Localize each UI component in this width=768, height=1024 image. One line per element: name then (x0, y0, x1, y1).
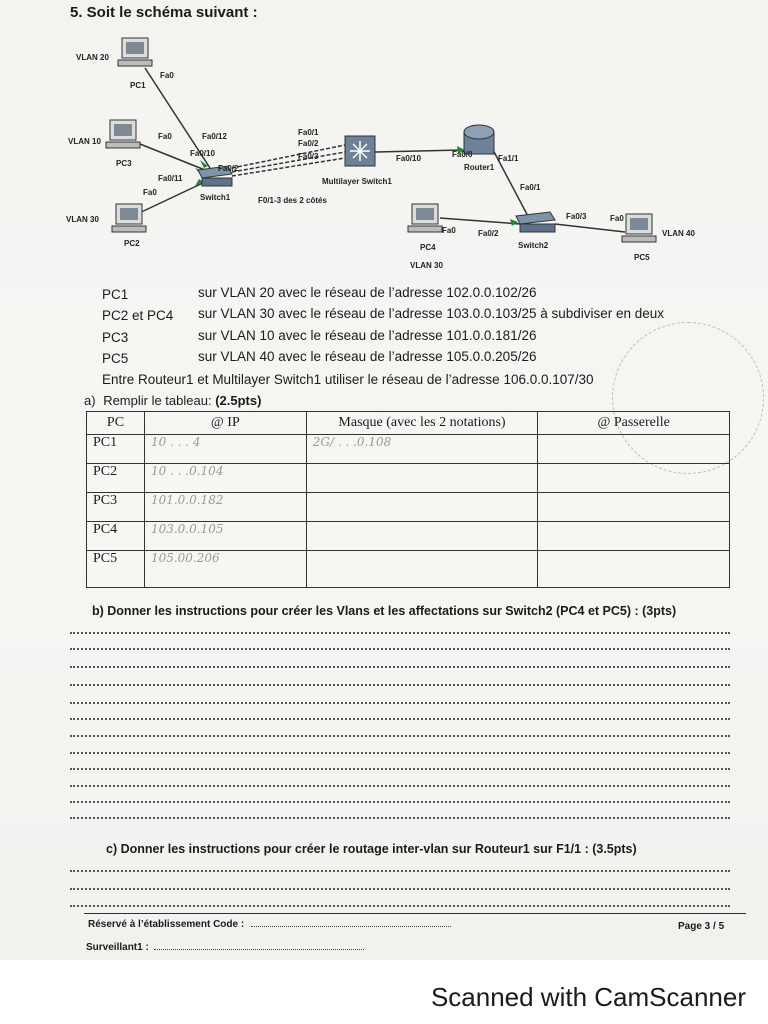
cell-mask-handwritten[interactable]: 2G/ . . .0.108 (306, 435, 538, 464)
answer-table (86, 411, 730, 588)
part-a-label: a) (84, 393, 96, 408)
cell-ip-handwritten[interactable]: 10 . . . 4 (144, 435, 306, 464)
table-row (87, 493, 730, 522)
network-diagram (0, 0, 768, 280)
part-b: b) Donner les instructions pour créer les Vlans et les affectations sur Switch2 (PC4 et PC5) : (3pts) (92, 604, 677, 618)
part-a (84, 393, 261, 408)
router-fa00: Fa0/0 (452, 150, 473, 159)
answer-line-b[interactable] (70, 735, 730, 737)
pc4-icon (408, 204, 442, 232)
part-a-points: (2.5pts) (215, 393, 262, 408)
camscanner-watermark: Scanned with CamScanner (430, 982, 746, 1012)
between-line: Entre Routeur1 et Multilayer Switch1 utiliser le réseau de l’adresse 106.0.0.107/30 (102, 372, 594, 387)
answer-line-b[interactable] (70, 817, 730, 819)
cell-mask[interactable] (306, 522, 538, 551)
cell-ip-handwritten[interactable]: 105.00.206 (144, 551, 306, 588)
pc1-port: Fa0 (160, 71, 174, 80)
vlan30-label-bottom: VLAN 30 (410, 261, 443, 270)
multilayer-switch-label: Multilayer Switch1 (322, 177, 392, 186)
footer-surveillant-line[interactable] (154, 949, 364, 950)
pc4-port: Fa0 (442, 226, 456, 235)
mls-fa02: Fa0/2 (298, 139, 319, 148)
sw1-fa02: Fa0/2 (218, 164, 239, 173)
cell-pc: PC4 (87, 522, 145, 551)
sw1-fa011: Fa0/11 (158, 174, 183, 183)
table-row (87, 551, 730, 588)
table-header-row (87, 412, 730, 435)
spec-text-pc1: sur VLAN 20 avec le réseau de l’adresse 102.0.0.102/26 (198, 285, 537, 300)
cell-ip-handwritten[interactable]: 101.0.0.182 (144, 493, 306, 522)
etherchannel-note: F0/1-3 des 2 côtés (258, 196, 327, 205)
pc2-port: Fa0 (143, 188, 157, 197)
spec-host-pc2-pc4: PC2 et PC4 (102, 308, 174, 323)
answer-line-b[interactable] (70, 684, 730, 686)
answer-line-b[interactable] (70, 632, 730, 634)
cell-gateway[interactable] (538, 551, 730, 588)
cell-ip-handwritten[interactable]: 103.0.0.105 (144, 522, 306, 551)
vlan40-label: VLAN 40 (662, 229, 695, 238)
sw1-fa010: Fa0/10 (190, 149, 215, 158)
sw2-fa02: Fa0/2 (478, 229, 499, 238)
part-c: c) Donner les instructions pour créer le routage inter-vlan sur Routeur1 sur F1/1 : (3.5pts) (106, 842, 637, 856)
cell-ip-handwritten[interactable]: 10 . . .0.104 (144, 464, 306, 493)
pc5-icon (622, 214, 656, 242)
mls-fa01: Fa0/1 (298, 128, 319, 137)
cell-gateway[interactable] (538, 435, 730, 464)
mls-fa03: Fa0/3 (298, 152, 319, 161)
answer-line-b[interactable] (70, 801, 730, 803)
footer-divider (84, 913, 746, 914)
multilayer-switch-icon (345, 136, 375, 166)
switch1-label: Switch1 (200, 193, 231, 202)
cell-mask[interactable] (306, 551, 538, 588)
answer-line-c[interactable] (70, 905, 730, 907)
vlan10-label: VLAN 10 (68, 137, 101, 146)
answer-line-b[interactable] (70, 666, 730, 668)
pc1-icon (118, 38, 152, 66)
footer-page: Page 3 / 5 (678, 921, 725, 932)
table-row (87, 464, 730, 493)
sw1-fa012: Fa0/12 (202, 132, 227, 141)
cell-pc: PC3 (87, 493, 145, 522)
pc3-port: Fa0 (158, 132, 172, 141)
vlan20-label: VLAN 20 (76, 53, 109, 62)
cell-gateway[interactable] (538, 522, 730, 551)
router-fa11: Fa1/1 (498, 154, 519, 163)
cell-pc: PC5 (87, 551, 145, 588)
spec-host-pc5: PC5 (102, 351, 129, 366)
answer-line-c[interactable] (70, 888, 730, 890)
pc3-label: PC3 (116, 159, 132, 168)
question-title: 5. Soit le schéma suivant : (70, 4, 258, 21)
switch2-label: Switch2 (518, 241, 549, 250)
answer-line-b[interactable] (70, 785, 730, 787)
spec-text-pc2-pc4: sur VLAN 30 avec le réseau de l’adresse 103.0.0.103/25 à subdiviser en deux (198, 306, 665, 321)
sw2-fa01: Fa0/1 (520, 183, 541, 192)
cell-mask[interactable] (306, 464, 538, 493)
cell-gateway[interactable] (538, 493, 730, 522)
answer-line-b[interactable] (70, 648, 730, 650)
footer-reserved-label: Réservé à l’établissement Code : (88, 919, 245, 930)
pc4-label: PC4 (420, 243, 436, 252)
pc2-label: PC2 (124, 239, 140, 248)
col-header-gateway: @ Passerelle (538, 412, 730, 435)
part-a-text: Remplir le tableau: (103, 393, 212, 408)
answer-line-b[interactable] (70, 702, 730, 704)
footer-code-line[interactable] (251, 926, 451, 927)
cell-pc: PC1 (87, 435, 145, 464)
answer-line-c[interactable] (70, 870, 730, 872)
answer-line-b[interactable] (70, 752, 730, 754)
pc5-port: Fa0 (610, 214, 624, 223)
table-row (87, 435, 730, 464)
vlan30-label-left: VLAN 30 (66, 215, 99, 224)
spec-text-pc5: sur VLAN 40 avec le réseau de l’adresse 105.0.0.205/26 (198, 349, 537, 364)
spec-host-pc1: PC1 (102, 287, 129, 302)
answer-line-b[interactable] (70, 718, 730, 720)
col-header-pc: PC (87, 412, 145, 435)
pc2-icon (112, 204, 146, 232)
sw2-fa03: Fa0/3 (566, 212, 587, 221)
router-label: Router1 (464, 163, 495, 172)
switch2-icon (516, 212, 555, 232)
cell-pc: PC2 (87, 464, 145, 493)
footer-reserved (88, 919, 451, 930)
answer-line-b[interactable] (70, 768, 730, 770)
table-row (87, 522, 730, 551)
cell-gateway[interactable] (538, 464, 730, 493)
pc3-icon (106, 120, 140, 148)
mls-fa010: Fa0/10 (396, 154, 421, 163)
footer-surveillant-label: Surveillant1 : (86, 942, 149, 953)
footer-surveillant (86, 942, 364, 953)
spec-text-pc3: sur VLAN 10 avec le réseau de l’adresse 101.0.0.181/26 (198, 328, 537, 343)
pc1-label: PC1 (130, 81, 146, 90)
col-header-mask: Masque (avec les 2 notations) (306, 412, 538, 435)
cell-mask[interactable] (306, 493, 538, 522)
col-header-ip: @ IP (144, 412, 306, 435)
pc5-label: PC5 (634, 253, 650, 262)
spec-host-pc3: PC3 (102, 330, 129, 345)
